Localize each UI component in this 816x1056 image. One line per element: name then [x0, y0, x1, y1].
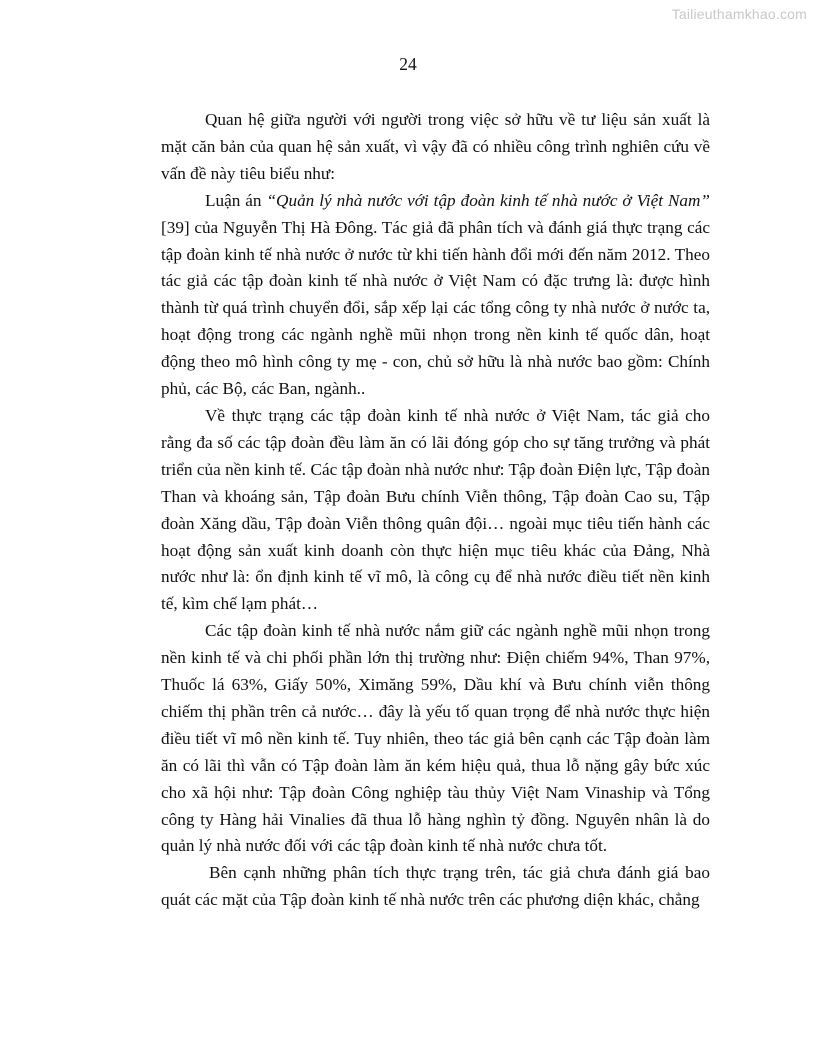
paragraph-2-text: [39] của Nguyễn Thị Hà Đông. Tác giả đã phân tích và đánh giá thực trạng các tập đoàn kinh tế nhà nước ở nước từ khi tiến hành đổi mới đến năm 2012. Theo tác giả các tập đoàn kinh tế nhà nước ở Việt Nam có đặc trưng là: được hình thành từ quá trình chuyển đổi, sắp xếp lại các tổng công ty nhà nước ở nước ta, hoạt động trong các ngành nghề mũi nhọn trong nền kinh tế quốc dân, hoạt động theo mô hình công ty mẹ - con, chủ sở hữu là nhà nước bao gồm: Chính phủ, các Bộ, các Ban, ngành..	[161, 217, 710, 399]
watermark: Tailieuthamkhao.com	[671, 6, 807, 22]
thesis-title: “Quản lý nhà nước với tập đoàn kinh tế nhà nước ở Việt Nam”	[266, 190, 710, 210]
document-body	[161, 107, 710, 914]
paragraph-1: Quan hệ giữa người với người trong việc sở hữu về tư liệu sản xuất là mặt căn bản của quan hệ sản xuất, vì vậy đã có nhiều công trình nghiên cứu về vấn đề này tiêu biểu như:	[161, 110, 710, 183]
paragraph-2	[161, 188, 710, 403]
paragraph-2-lead: Luận án	[205, 190, 267, 210]
paragraph-5: Bên cạnh những phân tích thực trạng trên, tác giả chưa đánh giá bao quát các mặt của Tập đoàn kinh tế nhà nước trên các phương diện khác, chẳng	[161, 863, 710, 910]
page-number: 24	[399, 54, 417, 74]
paragraph-4: Các tập đoàn kinh tế nhà nước nắm giữ các ngành nghề mũi nhọn trong nền kinh tế và chi phối phần lớn thị trường như: Điện chiếm 94%, Than 97%, Thuốc lá 63%, Giấy 50%, Ximăng 59%, Dầu khí và Bưu chính viễn thông chiếm thị phần trên cả nước… đây là yếu tố quan trọng để nhà nước thực hiện điều tiết vĩ mô nền kinh tế. Tuy nhiên, theo tác giả bên cạnh các Tập đoàn làm ăn có lãi thì vẫn có Tập đoàn làm ăn kém hiệu quả, thua lỗ nặng gây bức xúc cho xã hội như: Tập đoàn Công nghiệp tàu thủy Việt Nam Vinaship và Tổng công ty Hàng hải Vinalies đã thua lỗ hàng nghìn tỷ đồng. Nguyên nhân là do quản lý nhà nước đối với các tập đoàn kinh tế nhà nước chưa tốt.	[161, 621, 710, 856]
paragraph-3: Về thực trạng các tập đoàn kinh tế nhà nước ở Việt Nam, tác giả cho rằng đa số các tập đoàn đều làm ăn có lãi đóng góp cho sự tăng trưởng và phát triển của nền kinh tế. Các tập đoàn nhà nước như: Tập đoàn Điện lực, Tập đoàn Than và khoáng sản, Tập đoàn Bưu chính Viễn thông, Tập đoàn Cao su, Tập đoàn Xăng dầu, Tập đoàn Viễn thông quân đội… ngoài mục tiêu tiến hành các hoạt động sản xuất kinh doanh còn thực hiện mục tiêu khác của Đảng, Nhà nước như là: ổn định kinh tế vĩ mô, là công cụ để nhà nước điều tiết nền kinh tế, kìm chế lạm phát…	[161, 405, 710, 614]
